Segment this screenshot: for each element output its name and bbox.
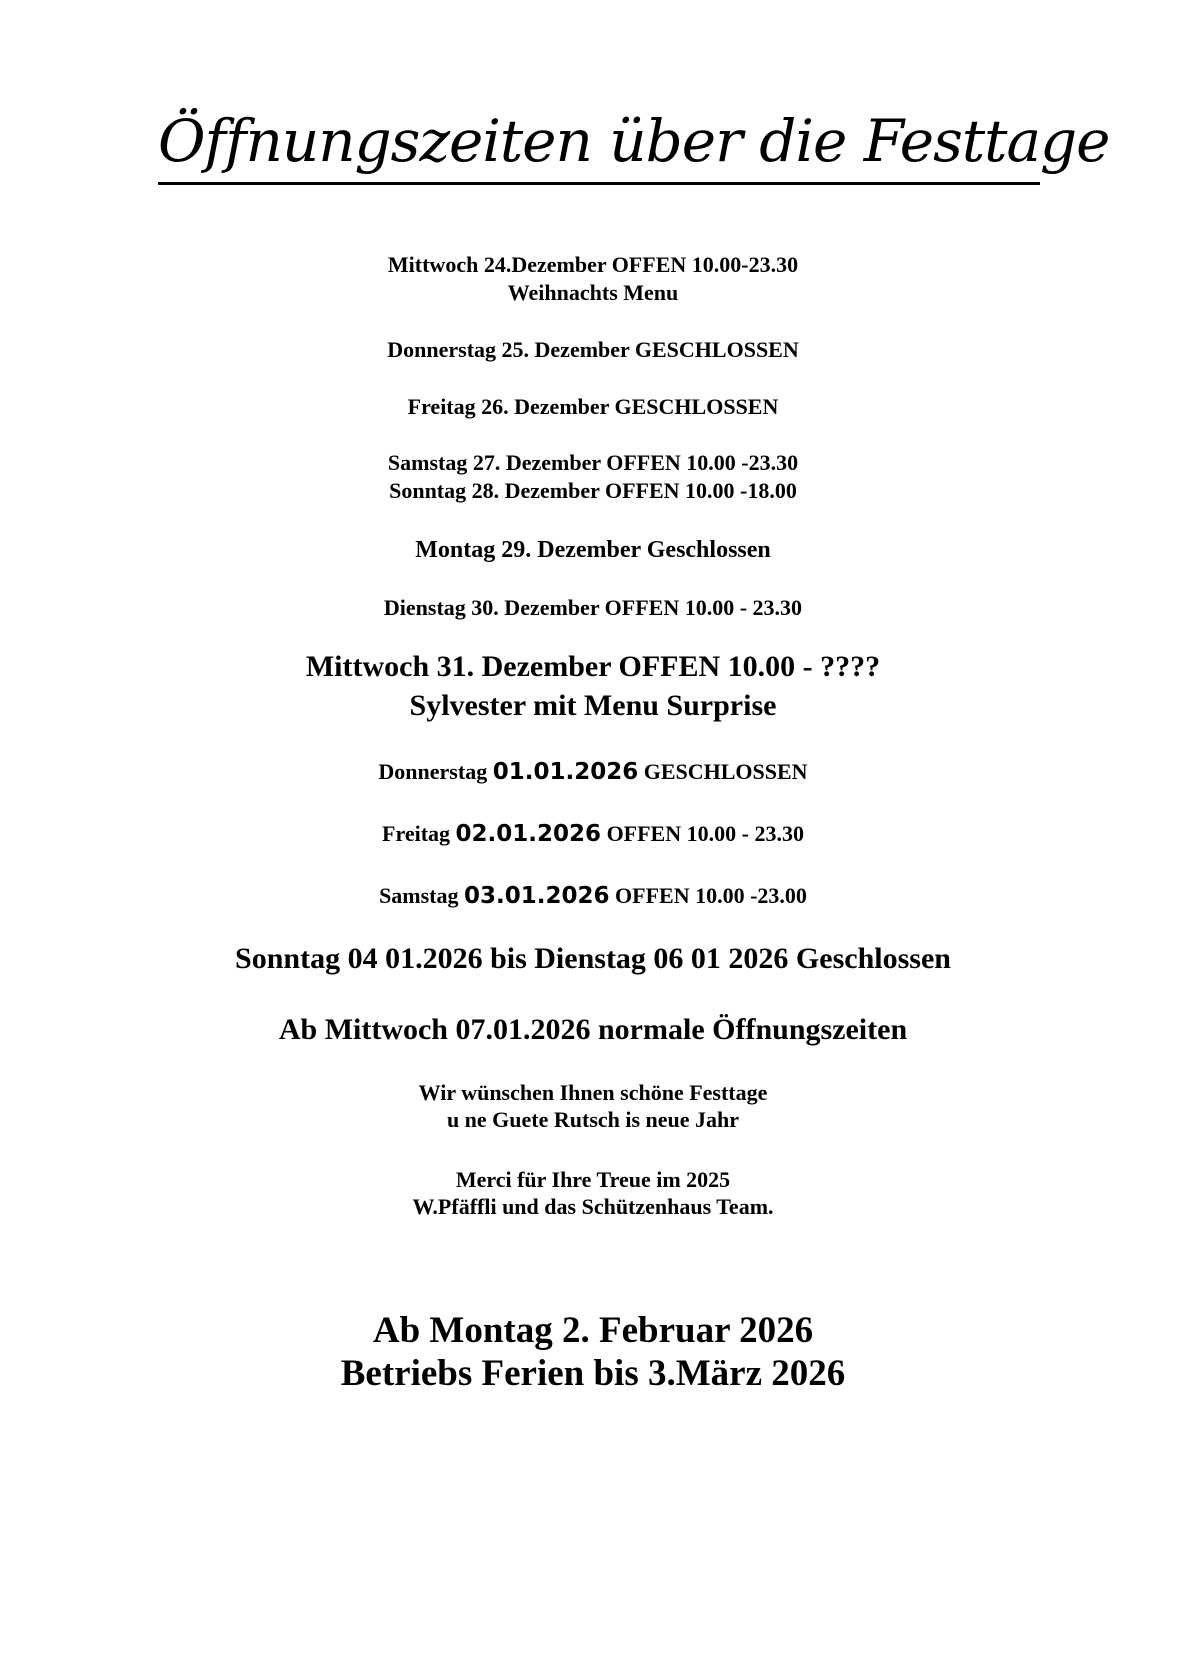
- status: OFFEN 10.00 - 23.30: [606, 821, 804, 846]
- status: OFFEN 10.00 -23.00: [615, 883, 807, 908]
- holiday-notice-line-2: Betriebs Ferien bis 3.März 2026: [340, 1353, 846, 1394]
- closed-range-line: Sonntag 04 01.2026 bis Dienstag 06 01 2026 Geschlossen: [235, 942, 951, 975]
- schedule-line-dec-28: Sonntag 28. Dezember OFFEN 10.00 -18.00: [389, 478, 797, 503]
- date: 03.01.2026: [464, 883, 610, 909]
- schedule-note-sylvester: Sylvester mit Menu Surprise: [409, 689, 777, 722]
- weekday: Samstag: [379, 883, 459, 908]
- schedule-line-jan-03: [0, 885, 1186, 908]
- date: 01.01.2026: [492, 759, 639, 785]
- date: 02.01.2026: [455, 821, 602, 847]
- schedule-line-dec-24: Mittwoch 24.Dezember OFFEN 10.00-23.30: [387, 252, 799, 277]
- title-underline: [158, 182, 1040, 185]
- schedule-line-dec-25: Donnerstag 25. Dezember GESCHLOSSEN: [387, 337, 799, 362]
- holiday-notice-line-1: Ab Montag 2. Februar 2026: [372, 1310, 814, 1351]
- status: GESCHLOSSEN: [643, 759, 808, 784]
- thanks-line-1: Merci für Ihre Treue im 2025: [455, 1167, 731, 1192]
- schedule-line-dec-27: Samstag 27. Dezember OFFEN 10.00 -23.30: [387, 450, 799, 475]
- schedule-line-dec-26: Freitag 26. Dezember GESCHLOSSEN: [407, 394, 779, 419]
- signature-line: W.Pfäffli und das Schützenhaus Team.: [412, 1194, 774, 1219]
- schedule-line-jan-02: [0, 823, 1186, 846]
- greeting-line-2: u ne Guete Rutsch is neue Jahr: [446, 1107, 740, 1132]
- schedule-line-dec-29: Montag 29. Dezember Geschlossen: [415, 537, 771, 563]
- weekday: Freitag: [382, 821, 451, 846]
- greeting-line-1: Wir wünschen Ihnen schöne Festtage: [418, 1080, 768, 1105]
- schedule-note-christmas-menu: Weihnachts Menu: [507, 280, 679, 305]
- page-title: Öffnungszeiten über die Festtage: [158, 107, 1110, 175]
- weekday: Donnerstag: [378, 759, 488, 784]
- schedule-line-dec-31: Mittwoch 31. Dezember OFFEN 10.00 - ????: [305, 650, 881, 683]
- schedule-line-jan-01: [0, 761, 1186, 784]
- schedule-line-dec-30: Dienstag 30. Dezember OFFEN 10.00 - 23.30: [383, 595, 803, 620]
- normal-hours-line: Ab Mittwoch 07.01.2026 normale Öffnungszeiten: [278, 1013, 908, 1046]
